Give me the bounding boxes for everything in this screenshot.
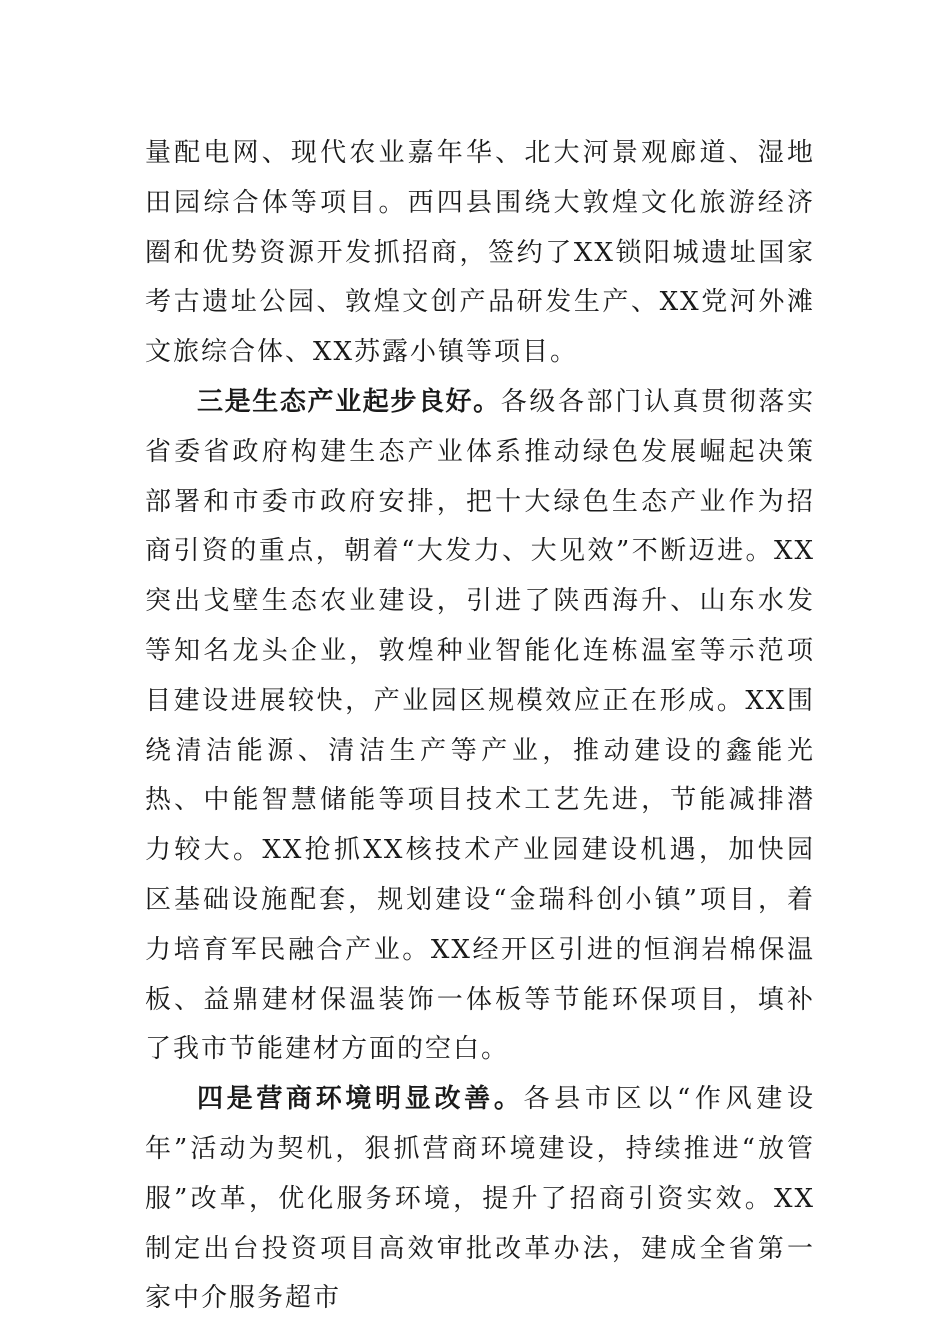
paragraph-business-environment xyxy=(145,1075,815,1324)
document-page xyxy=(145,129,815,1324)
paragraph-text: 各县市区以“作风建设年”活动为契机，狠抓营商环境建设，持续推进“放管服”改革，优化服务环境，提升了招商引资实效。XX制定出台投资项目高效审批改革办法，建成全省第一家中介服务超市 xyxy=(145,1084,815,1314)
paragraph-continuation xyxy=(145,129,815,378)
paragraph-text: 量配电网、现代农业嘉年华、北大河景观廊道、湿地田园综合体等项目。西四县围绕大敦煌文化旅游经济圈和优势资源开发抓招商，签约了XX锁阳城遗址国家考古遗址公园、敦煌文创产品研发生产、XX党河外滩文旅综合体、XX苏露小镇等项目。 xyxy=(145,138,815,368)
paragraph-text: 各级各部门认真贯彻落实省委省政府构建生态产业体系推动绿色发展崛起决策部署和市委市政府安排，把十大绿色生态产业作为招商引资的重点，朝着“大发力、大见效”不断迈进。XX突出戈壁生态农业建设，引进了陕西海升、山东水发等知名龙头企业，敦煌种业智能化连栋温室等示范项目建设进展较快，产业园区规模效应正在形成。XX围绕清洁能源、清洁生产等产业，推动建设的鑫能光热、中能智慧储能等项目技术工艺先进，节能减排潜力较大。XX抢抓XX核技术产业园建设机遇，加快园区基础设施配套，规划建设“金瑞科创小镇”项目，着力培育军民融合产业。XX经开区引进的恒润岩棉保温板、益鼎建材保温装饰一体板等节能环保项目，填补了我市节能建材方面的空白。 xyxy=(145,386,815,1065)
paragraph-ecology-industry xyxy=(145,378,815,1075)
paragraph-lead-heading: 三是生态产业起步良好。 xyxy=(197,386,501,417)
paragraph-lead-heading: 四是营商环境明显改善。 xyxy=(197,1084,524,1115)
